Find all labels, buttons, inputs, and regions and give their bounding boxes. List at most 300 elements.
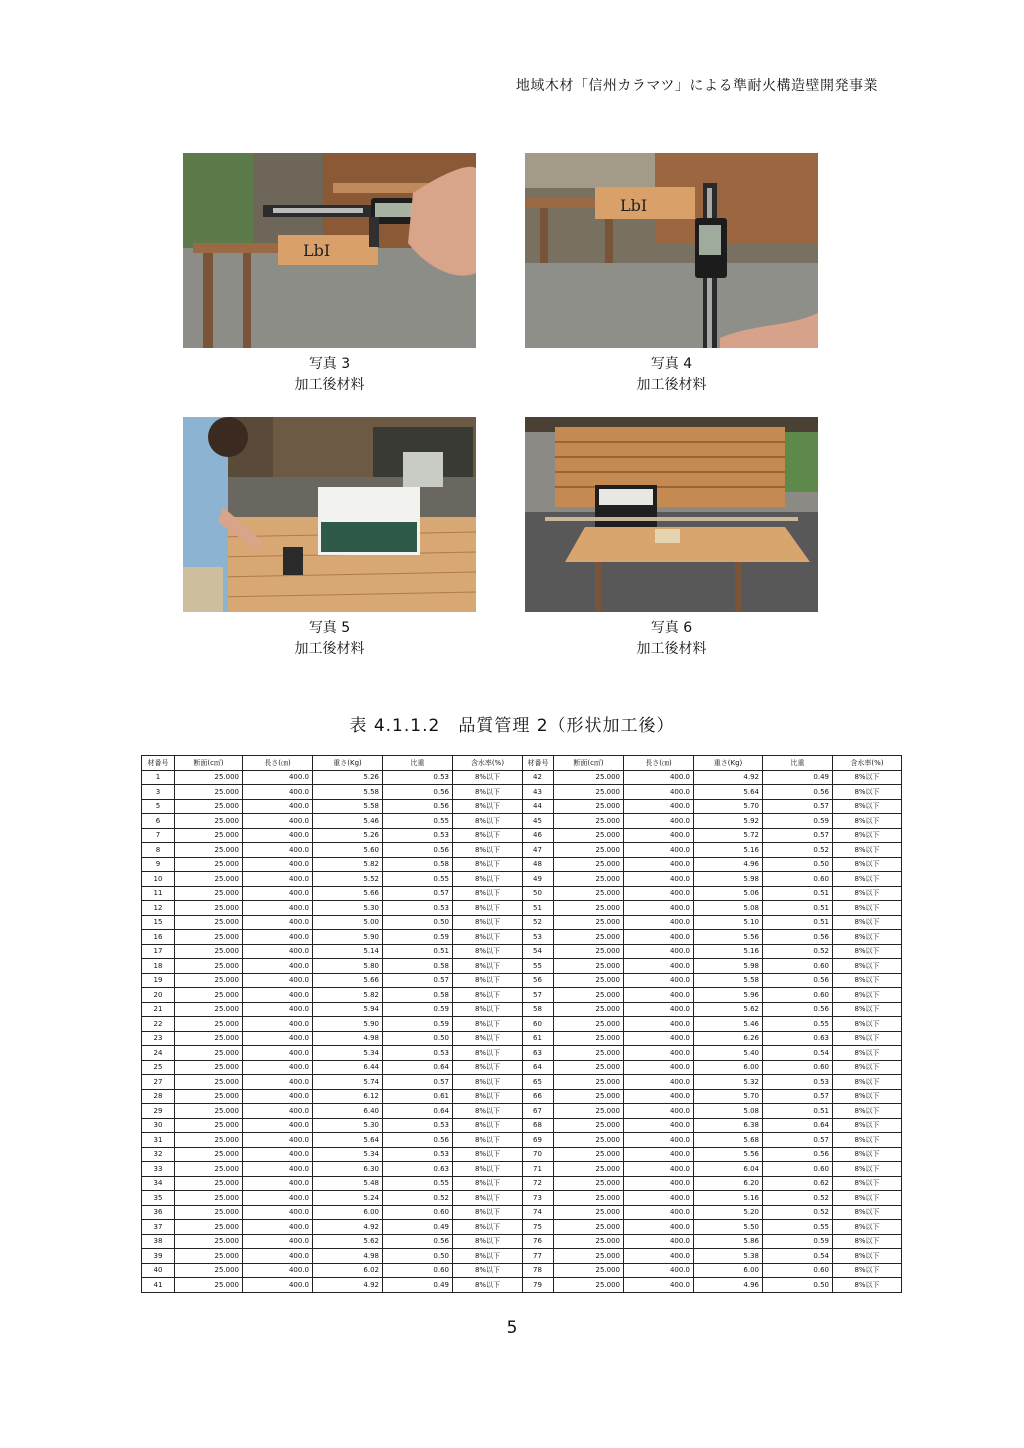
table-cell: 0.57 bbox=[763, 799, 833, 814]
table-cell: 8%以下 bbox=[453, 988, 523, 1003]
table-cell: 0.55 bbox=[763, 1017, 833, 1032]
table-row bbox=[142, 1249, 902, 1264]
table-cell: 400.0 bbox=[243, 814, 313, 829]
table-cell: 25.000 bbox=[554, 944, 624, 959]
table-row bbox=[142, 959, 902, 974]
table-cell: 8%以下 bbox=[453, 814, 523, 829]
table-cell: 5.70 bbox=[694, 799, 763, 814]
photo-caliper-thickness bbox=[525, 153, 818, 348]
table-cell: 0.51 bbox=[383, 944, 453, 959]
table-row bbox=[142, 1017, 902, 1032]
table-cell: 36 bbox=[142, 1205, 175, 1220]
table-cell: 16 bbox=[142, 930, 175, 945]
table-cell: 25.000 bbox=[554, 1234, 624, 1249]
table-cell: 400.0 bbox=[624, 1104, 694, 1119]
table-cell: 8%以下 bbox=[833, 1191, 902, 1206]
table-cell: 5.66 bbox=[313, 886, 383, 901]
table-cell: 8%以下 bbox=[453, 1002, 523, 1017]
table-cell: 5.86 bbox=[694, 1234, 763, 1249]
table-cell: 45 bbox=[523, 814, 554, 829]
table-cell: 5.16 bbox=[694, 944, 763, 959]
table-cell: 25.000 bbox=[554, 1176, 624, 1191]
photo-4-caption bbox=[525, 354, 818, 396]
photo-6-caption bbox=[525, 618, 818, 660]
table-cell: 0.53 bbox=[383, 828, 453, 843]
table-cell: 5.96 bbox=[694, 988, 763, 1003]
table-cell: 6.02 bbox=[313, 1263, 383, 1278]
table-cell: 18 bbox=[142, 959, 175, 974]
table-cell: 5.46 bbox=[313, 814, 383, 829]
table-cell: 400.0 bbox=[243, 1002, 313, 1017]
table-cell: 0.64 bbox=[383, 1060, 453, 1075]
table-row bbox=[142, 886, 902, 901]
table-cell: 6.00 bbox=[694, 1060, 763, 1075]
table-cell: 0.56 bbox=[383, 1133, 453, 1148]
table-cell: 0.53 bbox=[383, 770, 453, 785]
table-row bbox=[142, 1046, 902, 1061]
column-header: 長さ(㎝) bbox=[243, 756, 313, 771]
table-cell: 25.000 bbox=[554, 799, 624, 814]
table-row bbox=[142, 1220, 902, 1235]
table-row bbox=[142, 1075, 902, 1090]
table-cell: 25.000 bbox=[554, 785, 624, 800]
table-cell: 25.000 bbox=[175, 1234, 243, 1249]
table-cell: 68 bbox=[523, 1118, 554, 1133]
table-cell: 5.16 bbox=[694, 1191, 763, 1206]
table-cell: 8%以下 bbox=[833, 1162, 902, 1177]
table-cell: 5.48 bbox=[313, 1176, 383, 1191]
table-cell: 8%以下 bbox=[833, 1002, 902, 1017]
table-row bbox=[142, 828, 902, 843]
table-cell: 400.0 bbox=[624, 1046, 694, 1061]
table-cell: 400.0 bbox=[243, 886, 313, 901]
table-cell: 0.59 bbox=[763, 1234, 833, 1249]
table-cell: 0.51 bbox=[763, 915, 833, 930]
table-cell: 4.92 bbox=[313, 1278, 383, 1293]
table-cell: 4.98 bbox=[313, 1249, 383, 1264]
table-cell: 25.000 bbox=[175, 1060, 243, 1075]
table-cell: 6.26 bbox=[694, 1031, 763, 1046]
table-row bbox=[142, 988, 902, 1003]
table-cell: 49 bbox=[523, 872, 554, 887]
table-cell: 400.0 bbox=[243, 988, 313, 1003]
table-cell: 8%以下 bbox=[453, 828, 523, 843]
table-cell: 400.0 bbox=[243, 1133, 313, 1148]
table-cell: 22 bbox=[142, 1017, 175, 1032]
table-cell: 25.000 bbox=[175, 1249, 243, 1264]
table-cell: 4.96 bbox=[694, 1278, 763, 1293]
table-cell: 56 bbox=[523, 973, 554, 988]
table-cell: 50 bbox=[523, 886, 554, 901]
table-cell: 5.66 bbox=[313, 973, 383, 988]
table-cell: 5.24 bbox=[313, 1191, 383, 1206]
table-cell: 8%以下 bbox=[453, 944, 523, 959]
table-cell: 6.30 bbox=[313, 1162, 383, 1177]
table-cell: 25.000 bbox=[554, 1060, 624, 1075]
table-cell: 3 bbox=[142, 785, 175, 800]
table-cell: 0.60 bbox=[383, 1205, 453, 1220]
table-cell: 25.000 bbox=[554, 901, 624, 916]
table-cell: 8%以下 bbox=[453, 1031, 523, 1046]
table-row bbox=[142, 814, 902, 829]
table-row bbox=[142, 1147, 902, 1162]
table-cell: 0.55 bbox=[383, 814, 453, 829]
table-cell: 5.90 bbox=[313, 1017, 383, 1032]
table-cell: 32 bbox=[142, 1147, 175, 1162]
table-cell: 8%以下 bbox=[833, 1278, 902, 1293]
column-header: 重さ(Kg) bbox=[313, 756, 383, 771]
table-cell: 8%以下 bbox=[453, 872, 523, 887]
table-cell: 400.0 bbox=[243, 1205, 313, 1220]
table-cell: 400.0 bbox=[624, 814, 694, 829]
table-cell: 8%以下 bbox=[833, 1017, 902, 1032]
column-header: 断面(c㎡) bbox=[554, 756, 624, 771]
table-cell: 25.000 bbox=[175, 1263, 243, 1278]
table-cell: 7 bbox=[142, 828, 175, 843]
table-cell: 8%以下 bbox=[833, 1118, 902, 1133]
table-cell: 25.000 bbox=[175, 770, 243, 785]
table-cell: 8%以下 bbox=[453, 915, 523, 930]
table-cell: 5.60 bbox=[313, 843, 383, 858]
table-cell: 0.57 bbox=[763, 1089, 833, 1104]
table-cell: 8%以下 bbox=[833, 828, 902, 843]
table-cell: 5.82 bbox=[313, 988, 383, 1003]
table-cell: 20 bbox=[142, 988, 175, 1003]
table-cell: 5 bbox=[142, 799, 175, 814]
table-cell: 25.000 bbox=[175, 915, 243, 930]
table-cell: 74 bbox=[523, 1205, 554, 1220]
table-cell: 5.92 bbox=[694, 814, 763, 829]
table-cell: 8%以下 bbox=[833, 973, 902, 988]
photo-6-text: 加工後材料 bbox=[636, 641, 707, 657]
table-cell: 61 bbox=[523, 1031, 554, 1046]
table-cell: 25.000 bbox=[554, 886, 624, 901]
table-cell: 4.98 bbox=[313, 1031, 383, 1046]
table-cell: 33 bbox=[142, 1162, 175, 1177]
table-cell: 41 bbox=[142, 1278, 175, 1293]
table-cell: 400.0 bbox=[243, 1017, 313, 1032]
table-cell: 5.82 bbox=[313, 857, 383, 872]
table-row bbox=[142, 843, 902, 858]
table-cell: 400.0 bbox=[624, 901, 694, 916]
table-cell: 25.000 bbox=[175, 1147, 243, 1162]
table-cell: 5.74 bbox=[313, 1075, 383, 1090]
table-cell: 67 bbox=[523, 1104, 554, 1119]
table-cell: 5.64 bbox=[694, 785, 763, 800]
table-cell: 25.000 bbox=[554, 1162, 624, 1177]
table-cell: 400.0 bbox=[624, 1176, 694, 1191]
table-cell: 5.68 bbox=[694, 1133, 763, 1148]
table-cell: 5.40 bbox=[694, 1046, 763, 1061]
table-cell: 42 bbox=[523, 770, 554, 785]
table-cell: 400.0 bbox=[243, 785, 313, 800]
table-cell: 8%以下 bbox=[833, 886, 902, 901]
table-cell: 25.000 bbox=[554, 1104, 624, 1119]
table-cell: 6.40 bbox=[313, 1104, 383, 1119]
table-cell: 0.57 bbox=[763, 828, 833, 843]
photo-caliper-width bbox=[183, 153, 476, 348]
table-cell: 8%以下 bbox=[453, 930, 523, 945]
column-header: 材番号 bbox=[142, 756, 175, 771]
table-cell: 6.00 bbox=[694, 1263, 763, 1278]
table-cell: 8%以下 bbox=[453, 959, 523, 974]
table-cell: 37 bbox=[142, 1220, 175, 1235]
table-cell: 5.94 bbox=[313, 1002, 383, 1017]
table-cell: 25.000 bbox=[554, 1133, 624, 1148]
table-cell: 69 bbox=[523, 1133, 554, 1148]
photo-sample-table bbox=[525, 417, 818, 612]
table-cell: 25.000 bbox=[554, 1046, 624, 1061]
table-cell: 400.0 bbox=[624, 973, 694, 988]
table-cell: 400.0 bbox=[624, 930, 694, 945]
table-cell: 72 bbox=[523, 1176, 554, 1191]
table-cell: 0.63 bbox=[763, 1031, 833, 1046]
table-cell: 25.000 bbox=[554, 1263, 624, 1278]
table-cell: 25.000 bbox=[175, 1191, 243, 1206]
table-cell: 25.000 bbox=[175, 1089, 243, 1104]
table-cell: 63 bbox=[523, 1046, 554, 1061]
table-cell: 0.51 bbox=[763, 886, 833, 901]
table-cell: 0.56 bbox=[383, 799, 453, 814]
table-cell: 0.60 bbox=[763, 1060, 833, 1075]
table-cell: 25.000 bbox=[554, 1220, 624, 1235]
table-cell: 25 bbox=[142, 1060, 175, 1075]
table-cell: 400.0 bbox=[624, 1249, 694, 1264]
table-cell: 25.000 bbox=[175, 828, 243, 843]
column-header: 材番号 bbox=[523, 756, 554, 771]
table-cell: 4.92 bbox=[694, 770, 763, 785]
svg-text:LbI: LbI bbox=[303, 241, 331, 260]
column-header: 比重 bbox=[383, 756, 453, 771]
table-cell: 400.0 bbox=[624, 1017, 694, 1032]
table-cell: 38 bbox=[142, 1234, 175, 1249]
table-cell: 0.57 bbox=[383, 886, 453, 901]
table-cell: 0.60 bbox=[763, 988, 833, 1003]
table-cell: 19 bbox=[142, 973, 175, 988]
table-cell: 8%以下 bbox=[453, 1220, 523, 1235]
photo-5-text: 加工後材料 bbox=[294, 641, 365, 657]
table-cell: 25.000 bbox=[554, 1031, 624, 1046]
table-cell: 0.53 bbox=[383, 1147, 453, 1162]
table-cell: 29 bbox=[142, 1104, 175, 1119]
table-cell: 8%以下 bbox=[833, 814, 902, 829]
table-cell: 25.000 bbox=[175, 799, 243, 814]
table-cell: 8%以下 bbox=[453, 1263, 523, 1278]
table-cell: 76 bbox=[523, 1234, 554, 1249]
table-cell: 0.58 bbox=[383, 988, 453, 1003]
table-cell: 25.000 bbox=[175, 988, 243, 1003]
photo-6-label: 写真 6 bbox=[650, 620, 693, 636]
table-cell: 8%以下 bbox=[833, 1176, 902, 1191]
table-cell: 5.70 bbox=[694, 1089, 763, 1104]
table-cell: 25.000 bbox=[554, 857, 624, 872]
table-cell: 25.000 bbox=[554, 988, 624, 1003]
table-cell: 0.56 bbox=[763, 973, 833, 988]
table-cell: 8%以下 bbox=[453, 1118, 523, 1133]
table-cell: 400.0 bbox=[243, 1075, 313, 1090]
table-cell: 400.0 bbox=[624, 1118, 694, 1133]
table-row bbox=[142, 799, 902, 814]
table-cell: 5.00 bbox=[313, 915, 383, 930]
table-cell: 400.0 bbox=[243, 1162, 313, 1177]
table-cell: 8%以下 bbox=[453, 770, 523, 785]
table-cell: 0.53 bbox=[383, 1046, 453, 1061]
table-cell: 25.000 bbox=[175, 1133, 243, 1148]
table-cell: 25.000 bbox=[175, 1046, 243, 1061]
table-cell: 8%以下 bbox=[833, 799, 902, 814]
table-cell: 8%以下 bbox=[453, 973, 523, 988]
table-cell: 400.0 bbox=[243, 944, 313, 959]
table-cell: 400.0 bbox=[624, 799, 694, 814]
table-cell: 0.59 bbox=[383, 1017, 453, 1032]
table-cell: 400.0 bbox=[243, 1046, 313, 1061]
table-cell: 400.0 bbox=[243, 770, 313, 785]
table-cell: 8%以下 bbox=[833, 959, 902, 974]
column-header: 比重 bbox=[763, 756, 833, 771]
table-cell: 25.000 bbox=[554, 1147, 624, 1162]
table-cell: 55 bbox=[523, 959, 554, 974]
table-cell: 5.34 bbox=[313, 1046, 383, 1061]
table-cell: 0.52 bbox=[383, 1191, 453, 1206]
table-cell: 60 bbox=[523, 1017, 554, 1032]
table-cell: 27 bbox=[142, 1075, 175, 1090]
table-cell: 400.0 bbox=[624, 1133, 694, 1148]
table-cell: 21 bbox=[142, 1002, 175, 1017]
column-header: 断面(c㎡) bbox=[175, 756, 243, 771]
table-cell: 46 bbox=[523, 828, 554, 843]
table-row bbox=[142, 1118, 902, 1133]
table-cell: 400.0 bbox=[243, 1278, 313, 1293]
table-row bbox=[142, 1234, 902, 1249]
table-cell: 12 bbox=[142, 901, 175, 916]
table-cell: 0.57 bbox=[383, 1075, 453, 1090]
table-cell: 400.0 bbox=[243, 930, 313, 945]
table-cell: 25.000 bbox=[175, 1205, 243, 1220]
photo-3-text: 加工後材料 bbox=[294, 377, 365, 393]
table-cell: 6.44 bbox=[313, 1060, 383, 1075]
table-cell: 31 bbox=[142, 1133, 175, 1148]
column-header: 重さ(Kg) bbox=[694, 756, 763, 771]
table-cell: 400.0 bbox=[243, 901, 313, 916]
table-cell: 8%以下 bbox=[453, 1191, 523, 1206]
table-cell: 40 bbox=[142, 1263, 175, 1278]
table-cell: 8%以下 bbox=[453, 1017, 523, 1032]
table-cell: 25.000 bbox=[554, 1205, 624, 1220]
table-cell: 400.0 bbox=[243, 1234, 313, 1249]
table-cell: 400.0 bbox=[243, 1118, 313, 1133]
photo-4-label: 写真 4 bbox=[650, 356, 693, 372]
table-cell: 400.0 bbox=[624, 1147, 694, 1162]
table-cell: 8 bbox=[142, 843, 175, 858]
table-row bbox=[142, 915, 902, 930]
table-cell: 5.58 bbox=[694, 973, 763, 988]
table-cell: 6 bbox=[142, 814, 175, 829]
table-title: 表 4.1.1.2 品質管理 2（形状加工後） bbox=[349, 716, 675, 736]
table-cell: 24 bbox=[142, 1046, 175, 1061]
table-cell: 5.56 bbox=[694, 930, 763, 945]
table-cell: 8%以下 bbox=[453, 1205, 523, 1220]
page-number: 5 bbox=[506, 1318, 518, 1338]
table-cell: 400.0 bbox=[243, 1220, 313, 1235]
table-cell: 8%以下 bbox=[453, 1249, 523, 1264]
table-cell: 39 bbox=[142, 1249, 175, 1264]
table-cell: 0.50 bbox=[383, 915, 453, 930]
table-cell: 5.10 bbox=[694, 915, 763, 930]
table-cell: 0.52 bbox=[763, 1191, 833, 1206]
table-cell: 0.63 bbox=[383, 1162, 453, 1177]
table-cell: 25.000 bbox=[175, 973, 243, 988]
table-cell: 400.0 bbox=[243, 843, 313, 858]
table-cell: 54 bbox=[523, 944, 554, 959]
table-cell: 8%以下 bbox=[833, 1147, 902, 1162]
table-cell: 25.000 bbox=[175, 1017, 243, 1032]
table-row bbox=[142, 872, 902, 887]
table-cell: 8%以下 bbox=[833, 1089, 902, 1104]
table-row bbox=[142, 1133, 902, 1148]
table-cell: 400.0 bbox=[624, 886, 694, 901]
quality-control-table bbox=[141, 755, 902, 1293]
table-cell: 6.04 bbox=[694, 1162, 763, 1177]
table-cell: 400.0 bbox=[243, 1031, 313, 1046]
table-cell: 6.12 bbox=[313, 1089, 383, 1104]
table-cell: 400.0 bbox=[624, 1191, 694, 1206]
table-row bbox=[142, 944, 902, 959]
photo-4-text: 加工後材料 bbox=[636, 377, 707, 393]
table-cell: 0.51 bbox=[763, 901, 833, 916]
table-cell: 0.56 bbox=[383, 1234, 453, 1249]
table-cell: 5.46 bbox=[694, 1017, 763, 1032]
table-cell: 4.92 bbox=[313, 1220, 383, 1235]
table-header-row bbox=[142, 756, 902, 771]
table-cell: 5.16 bbox=[694, 843, 763, 858]
table-cell: 8%以下 bbox=[453, 886, 523, 901]
table-cell: 0.53 bbox=[763, 1075, 833, 1090]
table-cell: 1 bbox=[142, 770, 175, 785]
table-cell: 25.000 bbox=[554, 1002, 624, 1017]
table-cell: 8%以下 bbox=[833, 1060, 902, 1075]
table-cell: 0.49 bbox=[383, 1220, 453, 1235]
table-cell: 0.60 bbox=[763, 1162, 833, 1177]
table-cell: 8%以下 bbox=[833, 988, 902, 1003]
table-cell: 25.000 bbox=[554, 843, 624, 858]
table-row bbox=[142, 930, 902, 945]
table-cell: 400.0 bbox=[243, 1147, 313, 1162]
table-cell: 8%以下 bbox=[833, 1263, 902, 1278]
table-cell: 400.0 bbox=[243, 959, 313, 974]
table-cell: 25.000 bbox=[554, 959, 624, 974]
table-cell: 5.08 bbox=[694, 901, 763, 916]
table-cell: 25.000 bbox=[175, 944, 243, 959]
table-cell: 400.0 bbox=[243, 1176, 313, 1191]
table-cell: 0.61 bbox=[383, 1089, 453, 1104]
photo-moisture-measurement bbox=[183, 417, 476, 612]
table-cell: 0.59 bbox=[383, 1002, 453, 1017]
table-cell: 8%以下 bbox=[453, 1089, 523, 1104]
table-cell: 0.56 bbox=[383, 785, 453, 800]
table-row bbox=[142, 857, 902, 872]
table-cell: 5.30 bbox=[313, 901, 383, 916]
table-cell: 25.000 bbox=[175, 843, 243, 858]
table-cell: 8%以下 bbox=[453, 785, 523, 800]
table-cell: 400.0 bbox=[243, 915, 313, 930]
table-cell: 8%以下 bbox=[833, 857, 902, 872]
table-cell: 0.52 bbox=[763, 944, 833, 959]
table-cell: 77 bbox=[523, 1249, 554, 1264]
table-row bbox=[142, 1089, 902, 1104]
table-cell: 8%以下 bbox=[453, 1060, 523, 1075]
table-row bbox=[142, 785, 902, 800]
table-cell: 8%以下 bbox=[833, 872, 902, 887]
